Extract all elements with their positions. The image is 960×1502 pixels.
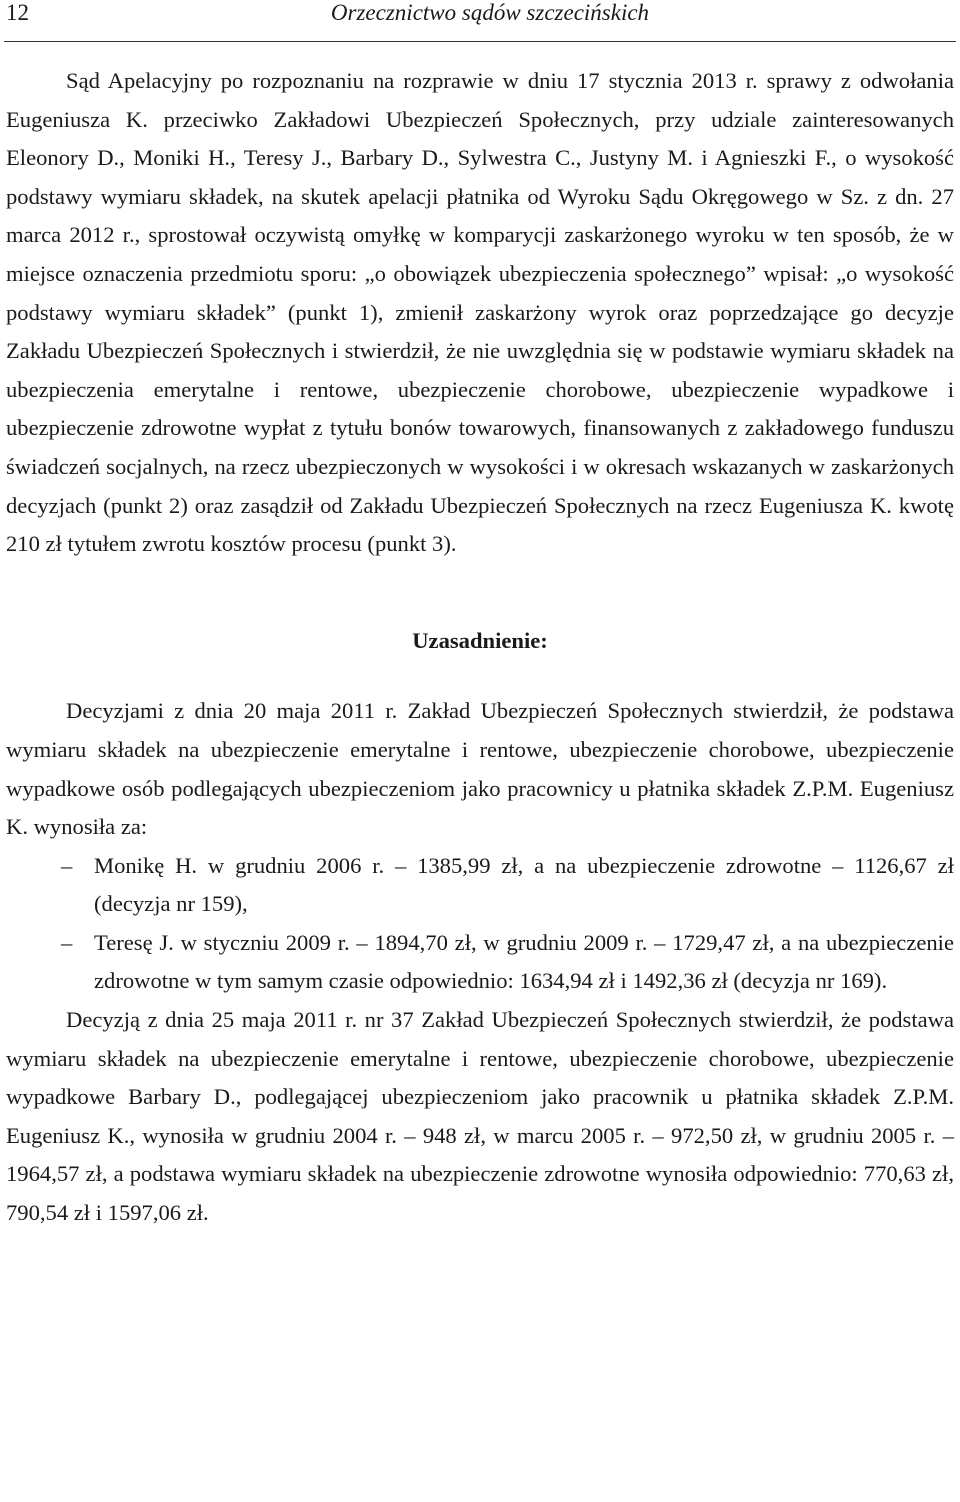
page-number: 12 — [6, 0, 29, 25]
section-heading: Uzasadnienie: — [412, 627, 548, 653]
list-dash: – — [61, 852, 73, 878]
list-item — [6, 924, 954, 1001]
list-item — [6, 847, 954, 924]
running-title: Orzecznictwo sądów szczecińskich — [330, 0, 650, 25]
list-dash: – — [61, 929, 73, 955]
amounts-list — [6, 847, 954, 1001]
list-item-text: Teresę J. w styczniu 2009 r. – 1894,70 zł, w grudniu 2009 r. – 1729,47 zł, a na ubezpieczenie zdrowotne w tym samym czasie odpowiednio: 1634,94 zł i 1492,36 zł (decyzja nr 169). — [94, 929, 954, 994]
document-body — [6, 62, 954, 1233]
paragraph-decisions-may-20: Decyzjami z dnia 20 maja 2011 r. Zakład Ubezpieczeń Społecznych stwierdził, że podstawa wymiaru składek na ubezpieczenie emerytalne i rentowe, ubezpieczenie chorobowe, ubezpieczenie wypadkowe osób podlegających ubezpieczeniom jako pracownicy u płatnika składek Z.P.M. Eugeniusz K. wynosiła za: — [6, 698, 954, 840]
paragraph-decision-may-25: Decyzją z dnia 25 maja 2011 r. nr 37 Zakład Ubezpieczeń Społecznych stwierdził, że podstawa wymiaru składek na ubezpieczenie emerytalne i rentowe, ubezpieczenie chorobowe, ubezpieczenie wypadkowe Barbary D., podlegającej ubezpieczeniom jako pracownik u płatnika składek Z.P.M. Eugeniusz K., wynosiła w grudniu 2004 r. – 948 zł, w marcu 2005 r. – 972,50 zł, w grudniu 2005 r. – 1964,57 zł, a podstawa wymiaru składek na ubezpieczenie zdrowotne wynosiła odpowiednio: 770,63 zł, 790,54 zł i 1597,06 zł. — [6, 1007, 954, 1226]
header-rule — [4, 41, 956, 42]
page-header — [0, 0, 960, 40]
paragraph-verdict: Sąd Apelacyjny po rozpoznaniu na rozprawie w dniu 17 stycznia 2013 r. sprawy z odwołania Eugeniusza K. przeciwko Zakładowi Ubezpieczeń Społecznych, przy udziale zainteresowanych Eleonory D., Moniki H., Teresy J., Barbary D., Sylwestra C., Justyny M. i Agnieszki F., o wysokość podstawy wymiaru składek, na skutek apelacji płatnika od Wyroku Sądu Okręgowego w Sz. z dn. 27 marca 2012 r., sprostował oczywistą omyłkę w komparycji zaskarżonego wyroku w ten sposób, że w miejsce oznaczenia przedmiotu sporu: „o obowiązek ubezpieczenia społecznego” wpisał: „o wysokość podstawy wymiaru składek” (punkt 1), zmienił zaskarżony wyrok oraz poprzedzające go decyzje Zakładu Ubezpieczeń Społecznych i stwierdził, że nie uwzględnia się w podstawie wymiaru składek na ubezpieczenia emerytalne i rentowe, ubezpieczenie chorobowe, ubezpieczenie wypadkowe i ubezpieczenie zdrowotne wypłat z tytułu bonów towarowych, finansowanych z zakładowego funduszu świadczeń socjalnych, na rzecz ubezpieczonych w wysokości i w okresach wskazanych w zaskarżonych decyzjach (punkt 2) oraz zasądził od Zakładu Ubezpieczeń Społecznych na rzecz Eugeniusza K. kwotę 210 zł tytułem zwrotu kosztów procesu (punkt 3). — [6, 68, 954, 557]
list-item-text: Monikę H. w grudniu 2006 r. – 1385,99 zł, a na ubezpieczenie zdrowotne – 1126,67 zł (decyzja nr 159), — [94, 852, 954, 917]
